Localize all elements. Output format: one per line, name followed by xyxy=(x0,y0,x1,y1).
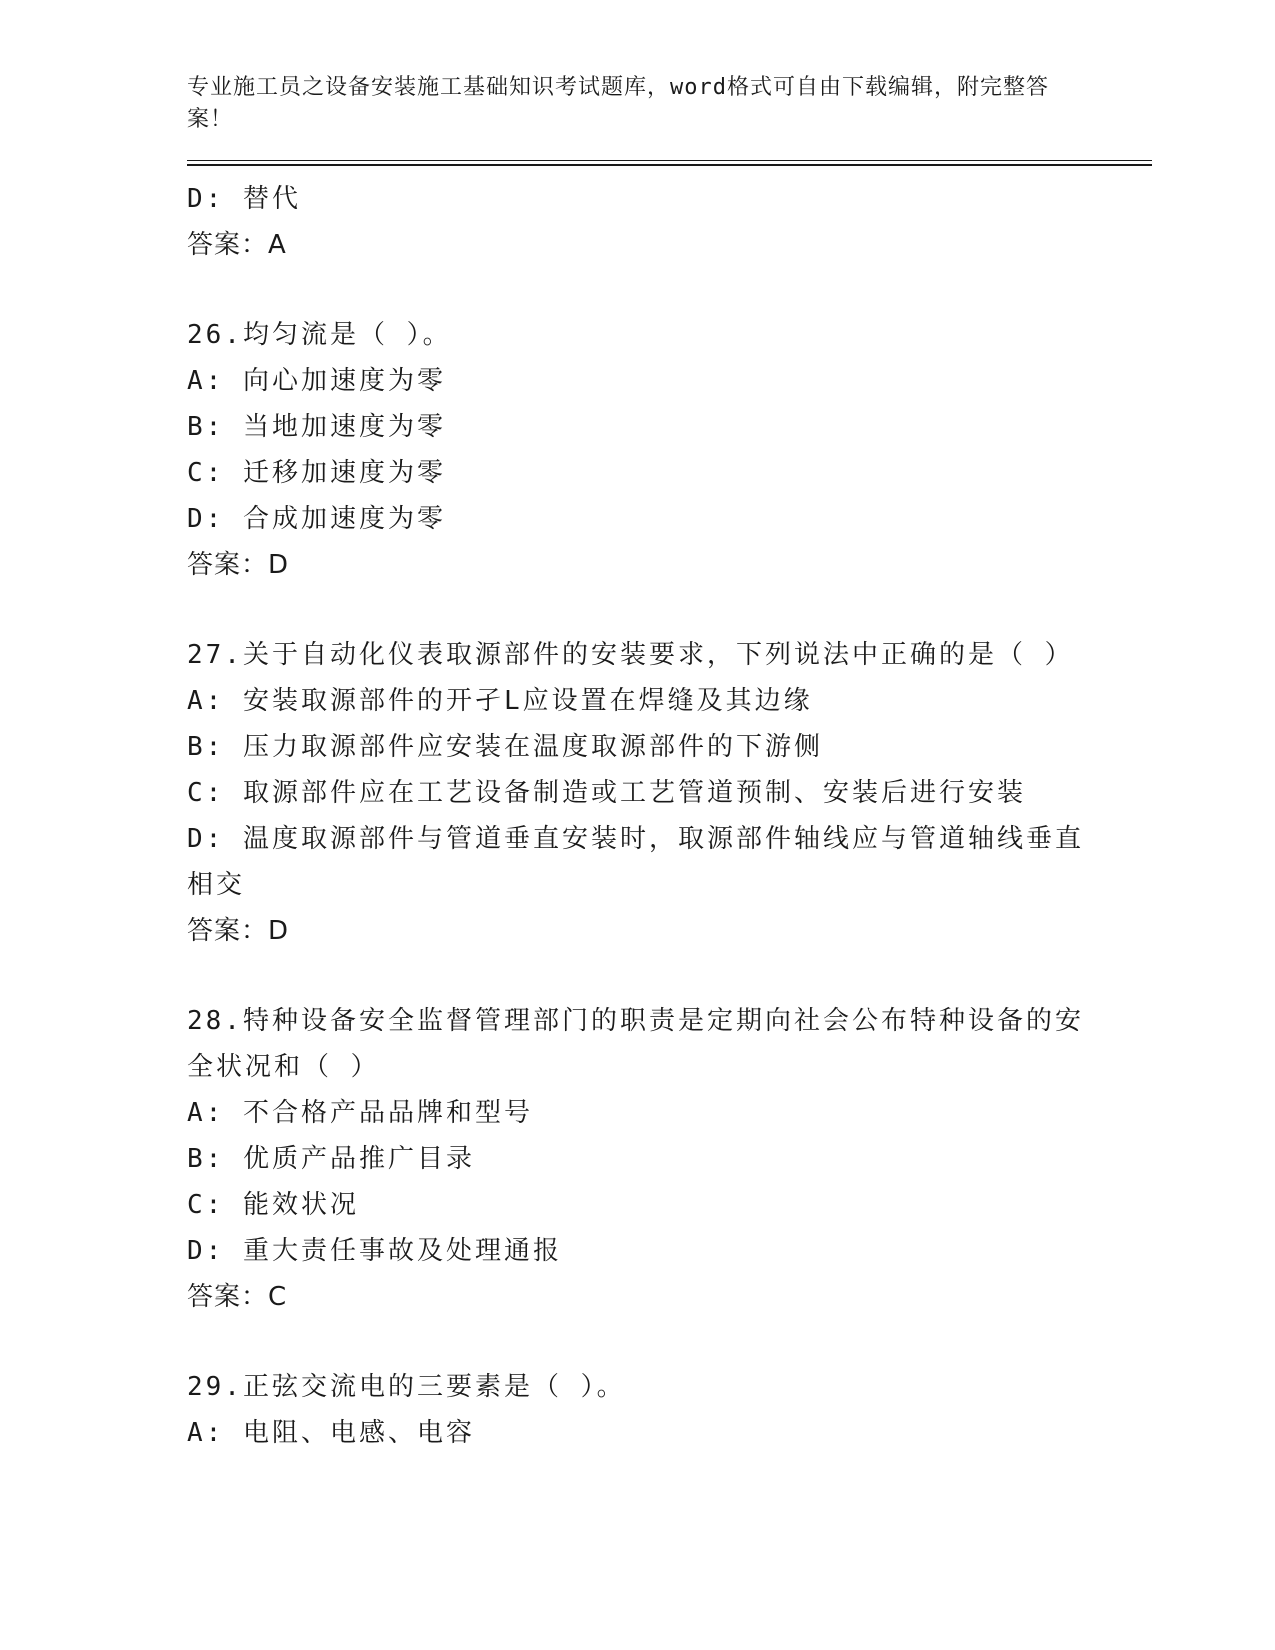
spacer xyxy=(187,268,1152,312)
document-header: 专业施工员之设备安装施工基础知识考试题库，word格式可自由下载编辑，附完整答案！ xyxy=(187,75,1049,132)
spacer xyxy=(187,1320,1152,1364)
question-26 xyxy=(187,312,1152,588)
option-b: B: 压力取源部件应安装在温度取源部件的下游侧 xyxy=(187,732,823,762)
option-b: B: 当地加速度为零 xyxy=(187,412,446,442)
option-b: B: 优质产品推广目录 xyxy=(187,1144,475,1174)
option-c: C: 能效状况 xyxy=(187,1190,359,1220)
question-28 xyxy=(187,998,1152,1320)
question-list xyxy=(187,176,1152,1456)
spacer xyxy=(187,588,1152,632)
question-text: 27.关于自动化仪表取源部件的安装要求，下列说法中正确的是（ ） xyxy=(187,640,1074,670)
option-a: A: 电阻、电感、电容 xyxy=(187,1418,475,1448)
document-page xyxy=(187,72,1152,1456)
question-29 xyxy=(187,1364,1152,1456)
option-a: A: 向心加速度为零 xyxy=(187,366,446,396)
option-a: A: 安装取源部件的开孑L应设置在焊缝及其边缘 xyxy=(187,686,813,716)
option-c: C: 迁移加速度为零 xyxy=(187,458,446,488)
option-a: A: 不合格产品品牌和型号 xyxy=(187,1098,533,1128)
option-c: C: 取源部件应在工艺设备制造或工艺管道预制、安装后进行安装 xyxy=(187,778,1026,808)
option-d: D: 温度取源部件与管道垂直安装时，取源部件轴线应与管道轴线垂直相交 xyxy=(187,824,1084,900)
answer: 答案：D xyxy=(187,916,290,946)
option-d: D: 重大责任事故及处理通报 xyxy=(187,1236,562,1266)
answer: 答案：C xyxy=(187,1282,288,1312)
previous-answer: 答案：A xyxy=(187,230,287,260)
question-text: 26.均匀流是（ ）。 xyxy=(187,320,452,350)
spacer xyxy=(187,954,1152,998)
question-text: 29.正弦交流电的三要素是（ ）。 xyxy=(187,1372,626,1402)
answer: 答案：D xyxy=(187,550,290,580)
question-text: 28.特种设备安全监督管理部门的职责是定期向社会公布特种设备的安全状况和（ ） xyxy=(187,1006,1084,1082)
header-divider xyxy=(187,160,1152,166)
option-d: D: 合成加速度为零 xyxy=(187,504,446,534)
previous-option-d: D: 替代 xyxy=(187,184,301,214)
question-27 xyxy=(187,632,1152,954)
